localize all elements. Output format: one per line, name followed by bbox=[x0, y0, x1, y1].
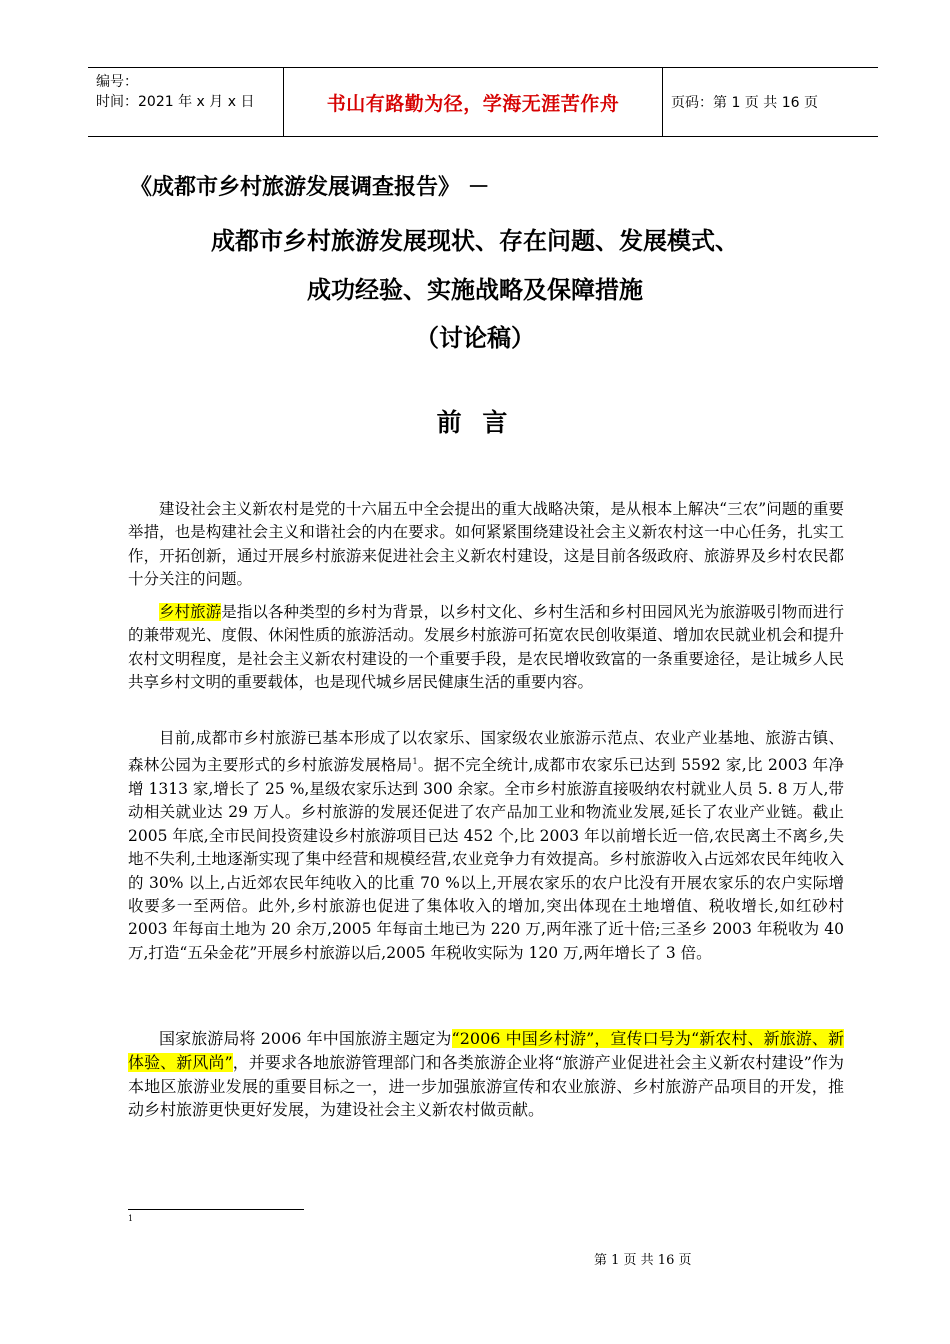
paragraph-3 bbox=[128, 727, 844, 965]
highlight-theme-slogan: “2006 中国乡村游”，宣传口号为“新农村、新旅游、新体验、新风尚” bbox=[128, 1029, 844, 1072]
subtitle-line-1: 成都市乡村旅游发展现状、存在问题、发展模式、 bbox=[211, 227, 739, 255]
subtitle-line-2: 成功经验、实施战略及保障措施 bbox=[307, 276, 643, 304]
paragraph-4-text-a: 国家旅游局将 2006 年中国旅游主题定为 bbox=[159, 1029, 452, 1048]
paragraph-4-text-b: ，并要求各地旅游管理部门和各类旅游企业将“旅游产业促进社会主义新农村建设”作为本地区旅游业发展的重要目标之一，进一步加强旅游宣传和农业旅游、乡村旅游产品项目的开发，推动乡村旅游更快更好发展，为建设社会主义新农村做贡献。 bbox=[128, 1052, 844, 1120]
header-meta bbox=[88, 68, 284, 136]
report-title: 《成都市乡村旅游发展调查报告》 － bbox=[130, 174, 490, 200]
footnote-number: 1 bbox=[128, 1214, 134, 1223]
highlight-rural-tourism: 乡村旅游 bbox=[159, 603, 222, 621]
paragraph-2-text: 是指以各种类型的乡村为背景，以乡村文化、乡村生活和乡村田园风光为旅游吸引物而进行的兼带观光、度假、休闲性质的旅游活动。发展乡村旅游可拓宽农民创收渠道、增加农民就业机会和提升农村文明程度，是社会主义新农村建设的一个重要手段，是农民增收致富的一条重要途径，是让城乡人民共享乡村文明的重要载体，也是现代城乡居民健康生活的重要内容。 bbox=[128, 603, 844, 692]
draft-note: （讨论稿） bbox=[415, 324, 535, 352]
header-page-info: 页码：第 1 页 共 16 页 bbox=[671, 95, 818, 111]
page-footer: 第 1 页 共 16 页 bbox=[594, 1253, 692, 1268]
footnote-divider bbox=[128, 1209, 304, 1210]
header-number-label: 编号： bbox=[96, 74, 138, 90]
footnote-ref[interactable]: 1 bbox=[412, 757, 418, 767]
paragraph-2 bbox=[128, 601, 844, 695]
paragraph-3-text-a: 目前,成都市乡村旅游已基本形成了以农家乐、国家级农业旅游示范点、农业产业基地、旅游古镇、森林公园为主要形式的乡村旅游发展格局 bbox=[128, 729, 844, 775]
header-motto: 书山有路勤为径，学海无涯苦作舟 bbox=[284, 68, 663, 136]
paragraph-3-text-b: 。据不完全统计,成都市农家乐已达到 5592 家,比 2003 年净增 1313 家,增长了 25 %,星级农家乐达到 300 余家。全市乡村旅游直接吸纳农村就业人员 5. 8 万人,带动相关就业达 29 万人。乡村旅游的发展还促进了农产品加工业和物流业发展,延长了农业产业链。截止 2005 年底,全市民间投资建设乡村旅游项目已达 452 个,比 2003 年以前增长近一倍,农民离土不离乡,失地不失利,土地逐渐实现了集中经营和规模经营,农业竞争力有效提高。乡村旅游收入占远郊农民年纯收入的 30% 以上,占近郊农民年纯收入的比重 70 %以上,开展农家乐的农户比没有开展农家乐的农户实际增收要多一至两倍。此外,乡村旅游也促进了集体收入的增加,突出体现在土地增值、税收增长,如红砂村 2003 年每亩土地为 20 余万,2005 年每亩土地已为 220 万,两年涨了近十倍;三圣乡 2003 年税收为 40 万,打造“五朵金花”开展乡村旅游以后,2005 年税收实际为 120 万,两年增长了 3 倍。 bbox=[128, 756, 844, 962]
preface-heading: 前 言 bbox=[436, 408, 514, 437]
paragraph-1 bbox=[128, 498, 844, 592]
document-header bbox=[88, 67, 878, 137]
paragraph-4 bbox=[128, 1027, 844, 1122]
header-time-label: 时间：2021 年 x 月 x 日 bbox=[96, 94, 255, 110]
paragraph-1-text: 建设社会主义新农村是党的十六届五中全会提出的重大战略决策，是从根本上解决“三农”问题的重要举措，也是构建社会主义和谐社会的内在要求。如何紧紧围绕建设社会主义新农村这一中心任务，扎实工作，开拓创新，通过开展乡村旅游来促进社会主义新农村建设，这是目前各级政府、旅游界及乡村农民都十分关注的问题。 bbox=[128, 500, 844, 589]
